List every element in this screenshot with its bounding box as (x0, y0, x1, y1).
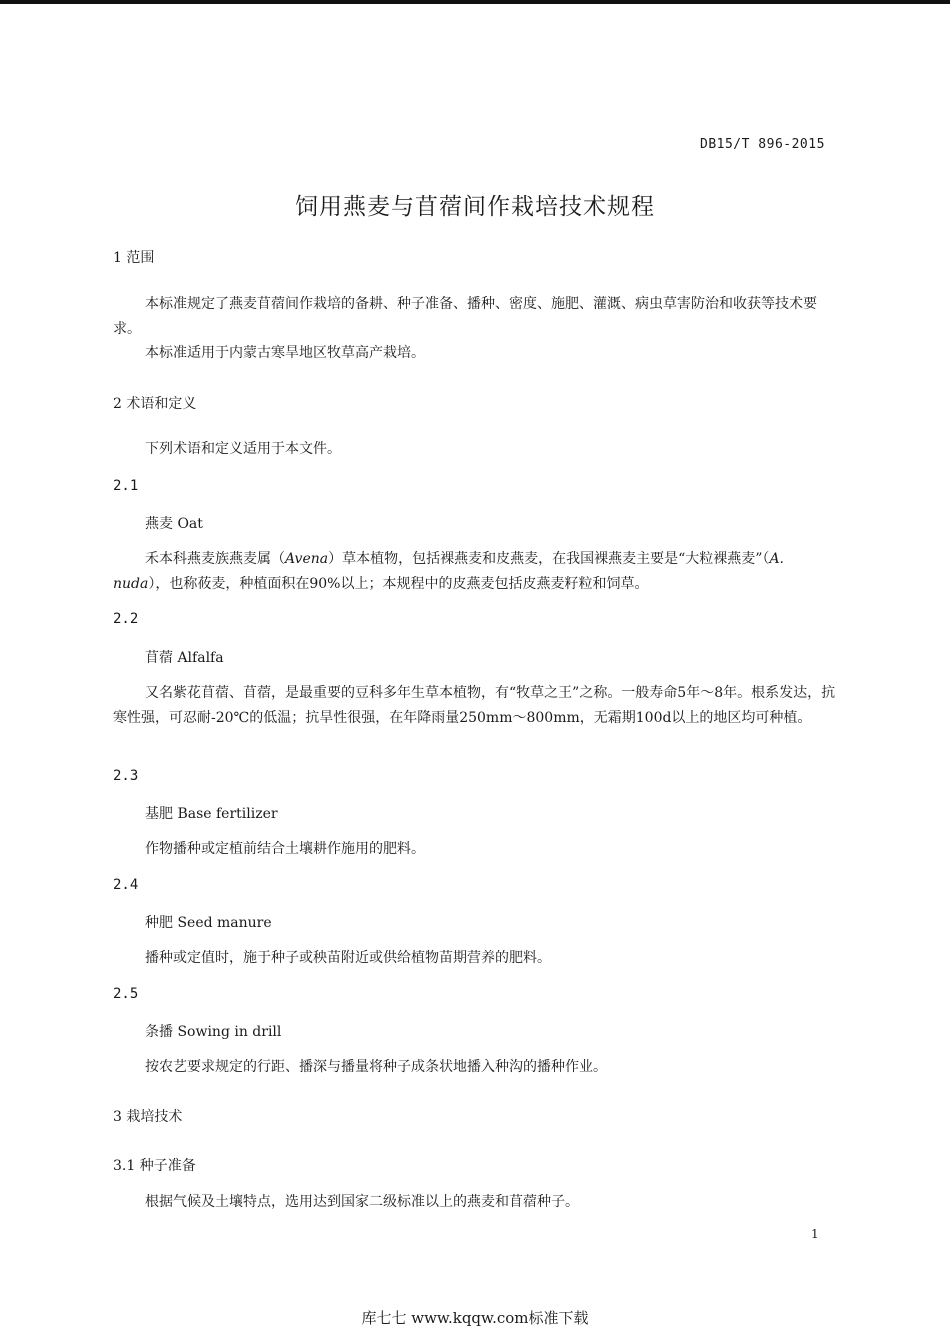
section-2-intro: 下列术语和定义适用于本文件。 (145, 441, 341, 457)
document-title: 饲用燕麦与苜蓿间作栽培技术规程 (295, 194, 655, 220)
term-number: 2.3 (113, 768, 139, 784)
section-1-paragraph-1: 本标准规定了燕麦苜蓿间作栽培的备耕、种子准备、播种、密度、施肥、灌溉、病虫草害防治和收获等技术要求。 (113, 296, 817, 337)
term-heading: 燕麦 Oat (145, 516, 203, 532)
footer-watermark: 库七七 www.kqqw.com标准下载 (361, 1309, 589, 1327)
section-1-heading: 1 范围 (113, 250, 155, 266)
section-1-paragraph-2: 本标准适用于内蒙古寒旱地区牧草高产栽培。 (145, 345, 425, 361)
section-3-1-text: 根据气候及土壤特点，选用达到国家二级标准以上的燕麦和苜蓿种子。 (145, 1194, 579, 1210)
term-heading: 基肥 Base fertilizer (145, 806, 278, 822)
term-heading: 种肥 Seed manure (145, 915, 272, 931)
term-heading: 苜蓿 Alfalfa (145, 650, 224, 666)
standard-code: DB15/T 896-2015 (700, 137, 825, 152)
term-heading: 条播 Sowing in drill (145, 1024, 282, 1040)
section-3-heading: 3 栽培技术 (113, 1109, 183, 1125)
page-number: 1 (811, 1227, 819, 1241)
term-definition: 又名紫花苜蓿、苜蓿，是最重要的豆科多年生草本植物，有“牧草之王”之称。一般寿命5年～8年。根系发达，抗寒性强，可忍耐-20℃的低温；抗旱性很强，在年降雨量250mm～800mm，无霜期100d以上的地区均可种植。 (113, 685, 836, 726)
section-3-1-heading: 3.1 种子准备 (113, 1158, 196, 1174)
term-number: 2.5 (113, 986, 139, 1002)
term-number: 2.1 (113, 478, 139, 494)
term-number: 2.4 (113, 877, 139, 893)
term-definition: 作物播种或定植前结合土壤耕作施用的肥料。 (145, 841, 425, 857)
section-2-heading: 2 术语和定义 (113, 396, 197, 412)
term-number: 2.2 (113, 611, 139, 627)
term-definition: 禾本科燕麦族燕麦属（Avena）草本植物，包括裸燕麦和皮燕麦，在我国裸燕麦主要是“大粒裸燕麦”（A. nuda），也称莜麦，种植面积在90%以上；本规程中的皮燕麦包括皮燕麦籽粒和饲草。 (113, 551, 784, 592)
top-border-rule (0, 0, 950, 4)
term-definition: 按农艺要求规定的行距、播深与播量将种子成条状地播入种沟的播种作业。 (145, 1059, 607, 1075)
term-definition: 播种或定值时，施于种子或秧苗附近或供给植物苗期营养的肥料。 (145, 950, 551, 966)
